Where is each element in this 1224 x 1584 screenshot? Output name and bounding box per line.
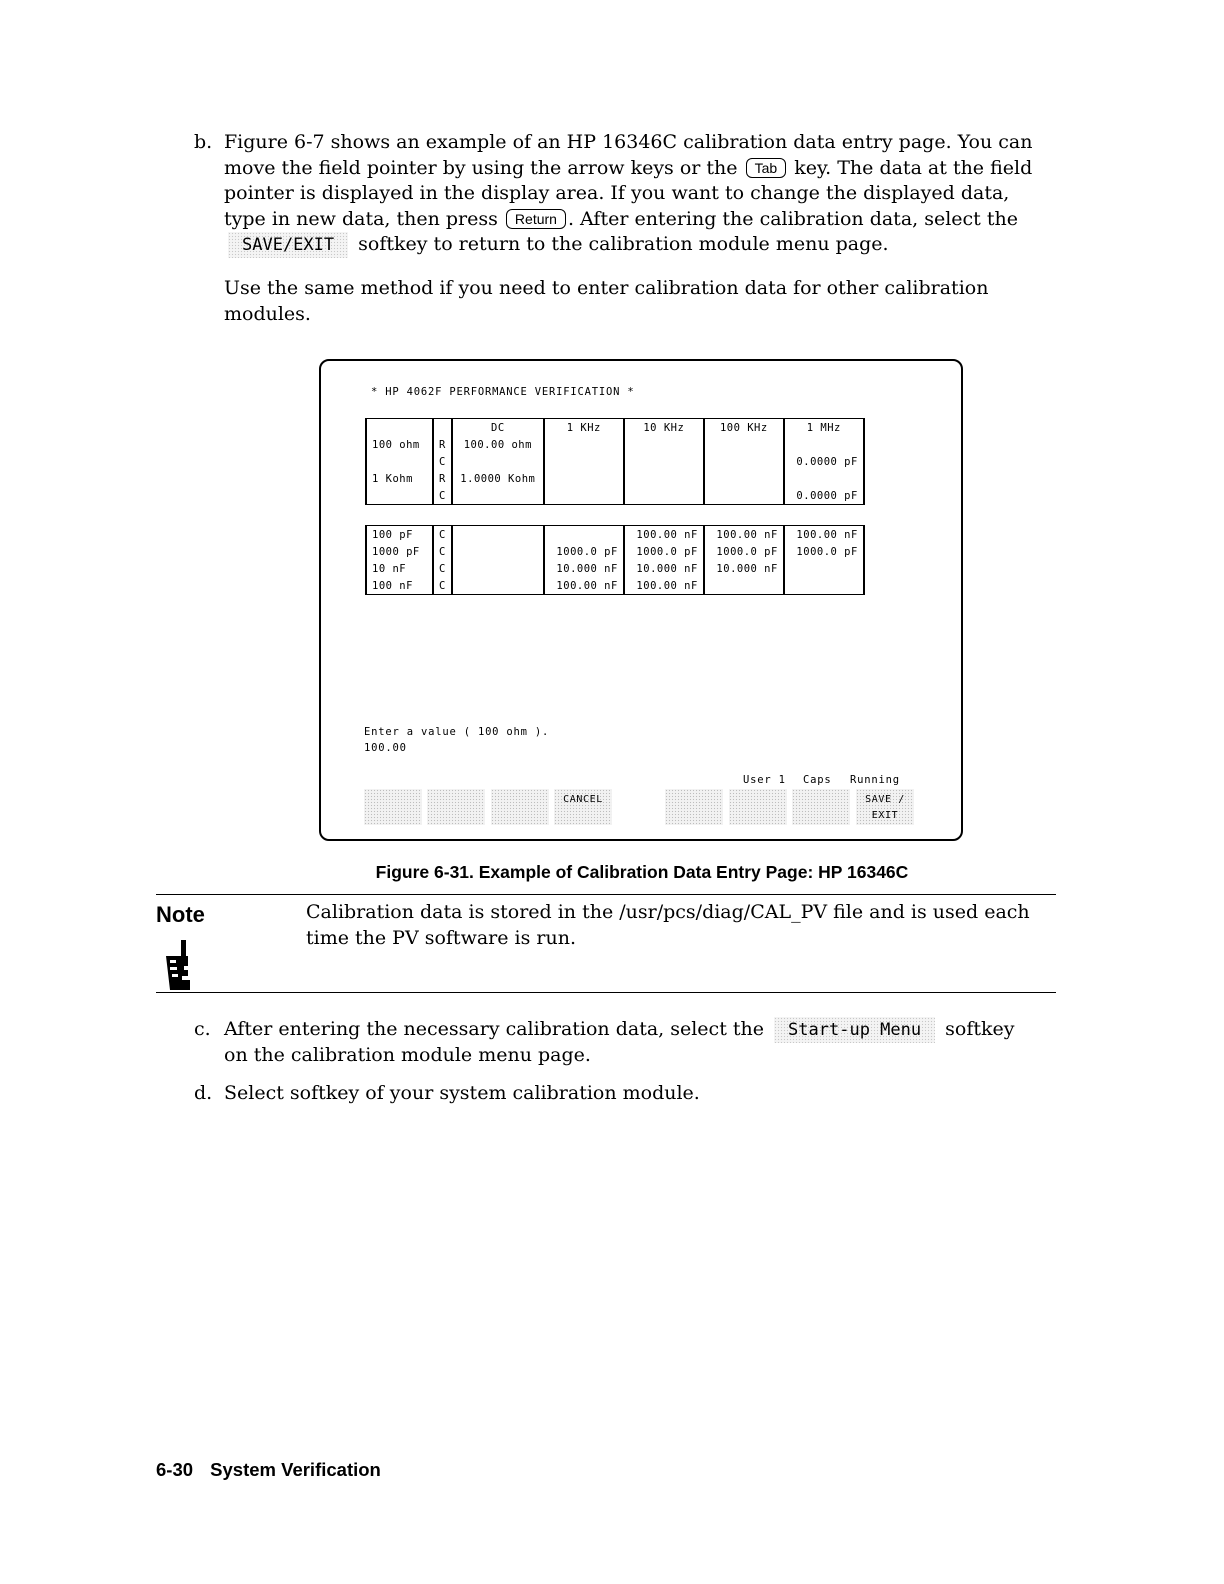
note-bottom-rule bbox=[156, 992, 1056, 993]
table-cell[interactable] bbox=[544, 470, 624, 487]
table-cell[interactable]: 1000.0 pF bbox=[624, 543, 704, 560]
table-cell[interactable]: 100.00 nF bbox=[624, 577, 704, 595]
calibration-table-1 bbox=[365, 418, 865, 505]
table-cell[interactable]: 1000 pF bbox=[366, 543, 433, 560]
table-cell[interactable] bbox=[544, 526, 624, 544]
table-cell[interactable]: 100 pF bbox=[366, 526, 433, 544]
table-cell[interactable] bbox=[452, 526, 544, 544]
table-row bbox=[366, 436, 864, 453]
step-marker: b. bbox=[194, 131, 213, 153]
figure-caption: Figure 6-31. Example of Calibration Data Entry Page: HP 16346C bbox=[375, 862, 909, 882]
note-label: Note bbox=[156, 902, 205, 927]
table-cell[interactable] bbox=[544, 436, 624, 453]
table-cell[interactable] bbox=[452, 543, 544, 560]
softkey-blank[interactable] bbox=[729, 789, 787, 825]
table-cell[interactable]: C bbox=[433, 543, 452, 560]
table-cell[interactable]: 0.0000 pF bbox=[784, 453, 864, 470]
note-text: Calibration data is stored in the /usr/pcs/diag/CAL_PV file and is used each time the PV software is run. bbox=[306, 901, 1030, 949]
status-user: User 1 bbox=[743, 774, 786, 786]
page-number: 6-30 bbox=[156, 1459, 194, 1480]
step-d-text: Select softkey of your system calibration module. bbox=[224, 1082, 700, 1104]
step-c-body bbox=[224, 1017, 1044, 1069]
note-top-rule bbox=[156, 894, 1056, 895]
table-cell[interactable]: C bbox=[433, 453, 452, 470]
softkey-blank[interactable] bbox=[792, 789, 850, 825]
table-cell[interactable]: 10.000 nF bbox=[544, 560, 624, 577]
column-header: 1 KHz bbox=[544, 419, 624, 437]
softkey-blank[interactable] bbox=[491, 789, 549, 825]
table-row bbox=[366, 470, 864, 487]
column-header: 10 KHz bbox=[624, 419, 704, 437]
step-d bbox=[194, 1081, 1044, 1107]
table-cell[interactable]: 100.00 nF bbox=[544, 577, 624, 595]
softkey-cancel[interactable]: CANCEL bbox=[554, 789, 612, 825]
status-caps: Caps bbox=[803, 774, 832, 786]
step-b-text-1: Figure 6-7 shows an example of an HP 16346C calibration data entry page. You can move the field pointer by using the arrow keys or the bbox=[224, 131, 1033, 179]
step-b-body bbox=[224, 130, 1044, 258]
column-header: 100 KHz bbox=[704, 419, 784, 437]
column-header bbox=[366, 419, 433, 437]
table-cell[interactable] bbox=[452, 577, 544, 595]
start-up-menu-softkey: Start-up Menu bbox=[774, 1017, 935, 1043]
table-cell[interactable]: C bbox=[433, 560, 452, 577]
table-cell[interactable]: C bbox=[433, 526, 452, 544]
step-marker: d. bbox=[194, 1082, 213, 1104]
step-b-text-4: softkey to return to the calibration module menu page. bbox=[358, 233, 889, 255]
entry-value: 100.00 bbox=[364, 742, 407, 754]
softkey-save-exit[interactable]: SAVE / EXIT bbox=[856, 789, 914, 825]
table-cell[interactable] bbox=[544, 487, 624, 505]
table-cell[interactable]: 100 ohm bbox=[366, 436, 433, 453]
page-footer bbox=[156, 1459, 393, 1481]
table-cell[interactable]: 100.00 nF bbox=[624, 526, 704, 544]
table-row bbox=[366, 577, 864, 595]
return-key: Return bbox=[506, 209, 566, 229]
table-cell[interactable] bbox=[704, 436, 784, 453]
table-cell[interactable] bbox=[704, 577, 784, 595]
calibration-screen-figure bbox=[319, 359, 963, 841]
table-row bbox=[366, 560, 864, 577]
table-row bbox=[366, 453, 864, 470]
table-cell[interactable]: 10.000 nF bbox=[704, 560, 784, 577]
table-row bbox=[366, 526, 864, 544]
table-cell[interactable]: C bbox=[433, 487, 452, 505]
table-cell[interactable]: 0.0000 pF bbox=[784, 487, 864, 505]
table-row bbox=[366, 487, 864, 505]
table-cell[interactable] bbox=[784, 470, 864, 487]
column-header: DC bbox=[452, 419, 544, 437]
table-cell[interactable]: 100.00 nF bbox=[704, 526, 784, 544]
softkey-blank[interactable] bbox=[364, 789, 422, 825]
table-cell[interactable] bbox=[784, 560, 864, 577]
table-cell[interactable] bbox=[452, 453, 544, 470]
table-cell[interactable]: R bbox=[433, 470, 452, 487]
table-cell[interactable] bbox=[544, 453, 624, 470]
table-cell[interactable]: 100.00 ohm bbox=[452, 436, 544, 453]
table-cell[interactable]: 1000.0 pF bbox=[784, 543, 864, 560]
table-cell[interactable] bbox=[624, 470, 704, 487]
table-cell[interactable] bbox=[704, 453, 784, 470]
step-c bbox=[194, 1017, 1044, 1069]
table-cell[interactable]: 1.0000 Kohm bbox=[452, 470, 544, 487]
step-marker: c. bbox=[194, 1018, 211, 1040]
table-row bbox=[366, 543, 864, 560]
paragraph: Use the same method if you need to enter calibration data for other calibration modules. bbox=[224, 277, 989, 325]
entry-prompt: Enter a value ( 100 ohm ). bbox=[364, 726, 550, 738]
softkey-blank[interactable] bbox=[665, 789, 723, 825]
table-cell[interactable]: 100.00 nF bbox=[784, 526, 864, 544]
table-cell[interactable] bbox=[624, 487, 704, 505]
table-cell[interactable] bbox=[784, 577, 864, 595]
calibration-table-2 bbox=[365, 525, 865, 595]
table-cell[interactable] bbox=[704, 487, 784, 505]
pointing-hand-icon bbox=[162, 940, 198, 996]
softkey-blank[interactable] bbox=[427, 789, 485, 825]
table-cell[interactable]: 1 Kohm bbox=[366, 470, 433, 487]
screen-title: * HP 4062F PERFORMANCE VERIFICATION * bbox=[371, 386, 635, 398]
table-cell[interactable]: 10.000 nF bbox=[624, 560, 704, 577]
step-b bbox=[194, 130, 1044, 258]
table-cell[interactable]: C bbox=[433, 577, 452, 595]
table-cell[interactable] bbox=[366, 453, 433, 470]
table-cell[interactable] bbox=[784, 436, 864, 453]
table-cell[interactable] bbox=[624, 453, 704, 470]
table-cell[interactable]: 1000.0 pF bbox=[544, 543, 624, 560]
table-cell[interactable]: 10 nF bbox=[366, 560, 433, 577]
step-b-text-3: . After entering the calibration data, select the bbox=[567, 207, 1018, 230]
table-cell[interactable]: R bbox=[433, 436, 452, 453]
table-cell[interactable]: 1000.0 pF bbox=[704, 543, 784, 560]
tab-key: Tab bbox=[746, 158, 787, 178]
table-header-row bbox=[366, 419, 864, 437]
status-running: Running bbox=[850, 774, 900, 786]
table-cell[interactable] bbox=[452, 487, 544, 505]
save-exit-softkey: SAVE/EXIT bbox=[228, 232, 348, 258]
table-cell[interactable] bbox=[452, 560, 544, 577]
column-header: 1 MHz bbox=[784, 419, 864, 437]
table-cell[interactable] bbox=[366, 487, 433, 505]
table-cell[interactable]: 100 nF bbox=[366, 577, 433, 595]
column-header bbox=[433, 419, 452, 437]
table-cell[interactable] bbox=[624, 436, 704, 453]
step-b-text-2: key. The data at the field pointer is displayed in the display area. If you want to change the displayed data, type in new data, then press bbox=[224, 156, 1033, 230]
step-c-text-2: softkey on the calibration module menu page. bbox=[224, 1018, 1015, 1066]
table-cell[interactable] bbox=[704, 470, 784, 487]
section-title: System Verification bbox=[210, 1459, 381, 1480]
step-c-text-1: After entering the necessary calibration data, select the bbox=[224, 1018, 764, 1040]
